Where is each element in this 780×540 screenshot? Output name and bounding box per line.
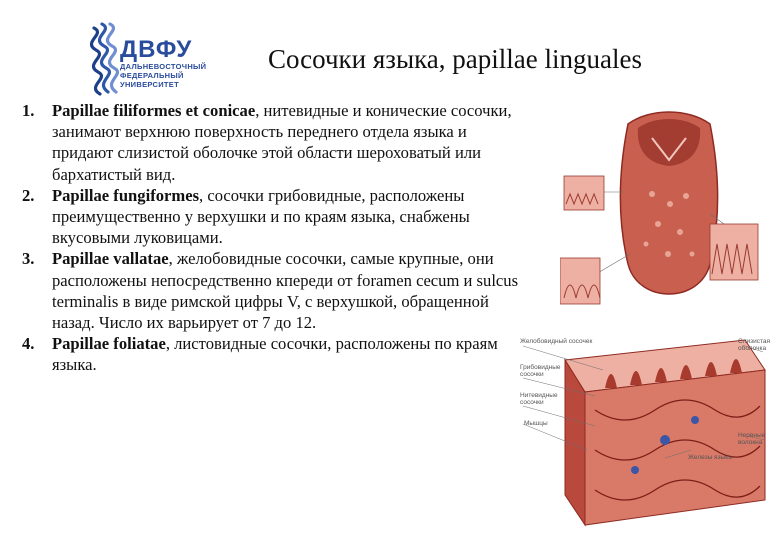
- tongue-illustration: [560, 104, 775, 324]
- logo-text: [120, 38, 206, 89]
- page-title: Сосочки языка, papillae linguales: [268, 44, 642, 74]
- logo-line: ДАЛЬНЕВОСТОЧНЫЙ: [120, 62, 207, 71]
- list-item: 2. Papillae fungiformes, сосочки грибовидные, расположены преимущественно у верхушки и по краям языка, снабжены вкусовыми луковицами.: [22, 185, 470, 248]
- description: , нитевидные и конические сосочки, занимают верхнюю поверхность переднего отдела языка и придают слизистой оболочке этой области шероховатый или бархатистый вид.: [52, 101, 512, 184]
- description: , желобовидные сосочки, самые крупные, они расположены непосредственно кпереди от foramen cecum и sulcus terminalis в виде римской цифры V, с верхушкой, обращенной назад. Число их варьирует от 7 до 12.: [52, 249, 519, 333]
- figure-label: Желобовидный сосочек: [520, 338, 593, 345]
- figure-label: Нервные волокна: [738, 432, 766, 446]
- term: Papillae fungiformes: [52, 185, 200, 205]
- figure-label: Нитевидные сосочки: [520, 392, 558, 406]
- list-item: 1. Papillae filiformes et conicae, нитевидные и конические сосочки, занимают верхнюю поверхность переднего отдела языка и придают слизистой оболочке этой области шероховатый или бархатистый вид.: [22, 101, 512, 184]
- figure-label: Грибовидные сосочки: [520, 364, 561, 378]
- term: Papillae vallatae: [52, 249, 169, 269]
- logo-abbreviation: ДВФУ: [120, 36, 193, 63]
- papillae-list: [22, 100, 522, 376]
- term: Papillae filiformes et conicae: [52, 101, 256, 120]
- logo-line: УНИВЕРСИТЕТ: [120, 80, 179, 89]
- figure-label: Мышцы: [524, 420, 548, 427]
- figure-label: Железы языка: [688, 454, 732, 461]
- list-item: 4. Papillae foliatae, листовидные сосочки, расположены по краям языка.: [22, 334, 498, 375]
- figure-label: Слизистая оболочка: [738, 338, 771, 352]
- description: , листовидные сосочки, расположены по краям языка.: [52, 334, 498, 375]
- tongue-mucosa-block-illustration: [515, 330, 777, 530]
- term: Papillae foliatae: [52, 334, 166, 354]
- description: , сосочки грибовидные, расположены преимущественно у верхушки и по краям языка, снабжены вкусовыми луковицами.: [52, 185, 470, 248]
- logo-line: ФЕДЕРАЛЬНЫЙ: [120, 71, 184, 80]
- list-item: 3. Papillae vallatae, желобовидные сосочки, самые крупные, они расположены непосредственно кпереди от foramen cecum и sulcus terminalis в виде римской цифры V, с верхушкой, обращенной назад. Число их варьирует от 7 до 12.: [22, 249, 519, 333]
